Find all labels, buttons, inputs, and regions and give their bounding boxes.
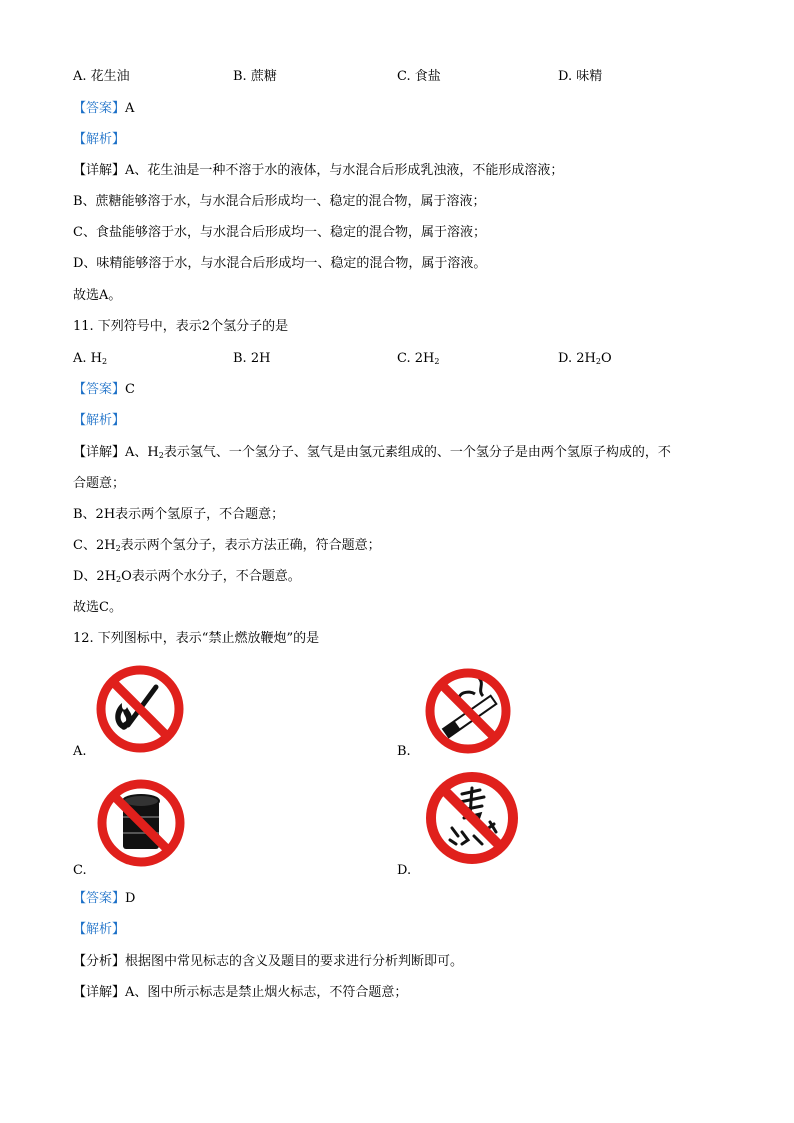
q10-detail-b: B、蔗糖能够溶于水，与水混合后形成均一、稳定的混合物，属于溶液；	[73, 194, 486, 209]
q10-conclusion: 故选A。	[73, 288, 122, 303]
q12-stem: 12. 下列图标中，表示“禁止燃放鞭炮”的是	[73, 631, 320, 646]
q12-label-b: B.	[397, 744, 411, 759]
no-firecrackers-icon	[424, 770, 520, 866]
q11-detail-a: 【详解】A、$H_2$表示氢气、一个氢分子、氢气是由氢元素组成的、一个氢分子是由两个氢原子构成的，不	[73, 445, 671, 460]
q10-detail-c: C、食盐能够溶于水，与水混合后形成均一、稳定的混合物，属于溶液；	[73, 225, 486, 240]
q10-option-d: D. 味精	[558, 69, 603, 84]
q11-detail-b: B、2H表示两个氢原子，不合题意；	[73, 507, 285, 522]
no-smoking-icon	[423, 666, 513, 756]
q11-stem: 11. 下列符号中，表示2个氢分子的是	[73, 319, 289, 334]
q10-option-a: A. 花生油	[73, 69, 130, 84]
q12-label-c: C.	[73, 863, 87, 878]
q10-detail-d: D、味精能够溶于水，与水混合后形成均一、稳定的混合物，属于溶液。	[73, 256, 487, 271]
q11-option-d: D. $2H_2O$	[558, 351, 612, 366]
q11-detail-c: C、$2H_2$表示两个氢分子，表示方法正确，符合题意；	[73, 538, 381, 553]
q12-analysis-tag: 【解析】	[73, 922, 126, 937]
q11-detail-d: D、$2H_2O$表示两个水分子，不合题意。	[73, 569, 301, 584]
q11-conclusion: 故选C。	[73, 600, 122, 615]
q11-option-a: A. $H_2$	[73, 351, 108, 366]
q11-answer: 【答案】C	[73, 382, 135, 397]
q11-detail-a-cont: 合题意；	[73, 476, 126, 491]
q12-detail-a: 【详解】A、图中所示标志是禁止烟火标志，不符合题意；	[73, 985, 408, 1000]
no-open-flame-icon	[94, 663, 186, 755]
answer-value: A	[125, 101, 135, 116]
q12-fenxi: 【分析】根据图中常见标志的含义及题目的要求进行分析判断即可。	[73, 954, 464, 969]
q11-analysis-tag: 【解析】	[73, 413, 126, 428]
q12-answer: 【答案】D	[73, 891, 136, 906]
answer-tag: 【答案】	[73, 101, 126, 116]
q10-analysis-tag: 【解析】	[73, 132, 126, 147]
no-flammable-barrel-icon	[95, 777, 187, 869]
q12-label-d: D.	[397, 863, 412, 878]
q12-label-a: A.	[73, 744, 87, 759]
q10-detail-a: 【详解】A、花生油是一种不溶于水的液体，与水混合后形成乳浊液，不能形成溶液；	[73, 163, 564, 178]
q10-option-c: C. 食盐	[397, 69, 441, 84]
q11-option-c: C. $2H_2$	[397, 351, 440, 366]
q10-option-b: B. 蔗糖	[233, 69, 277, 84]
q10-answer	[73, 100, 134, 118]
q11-option-b: B. 2H	[233, 351, 271, 366]
